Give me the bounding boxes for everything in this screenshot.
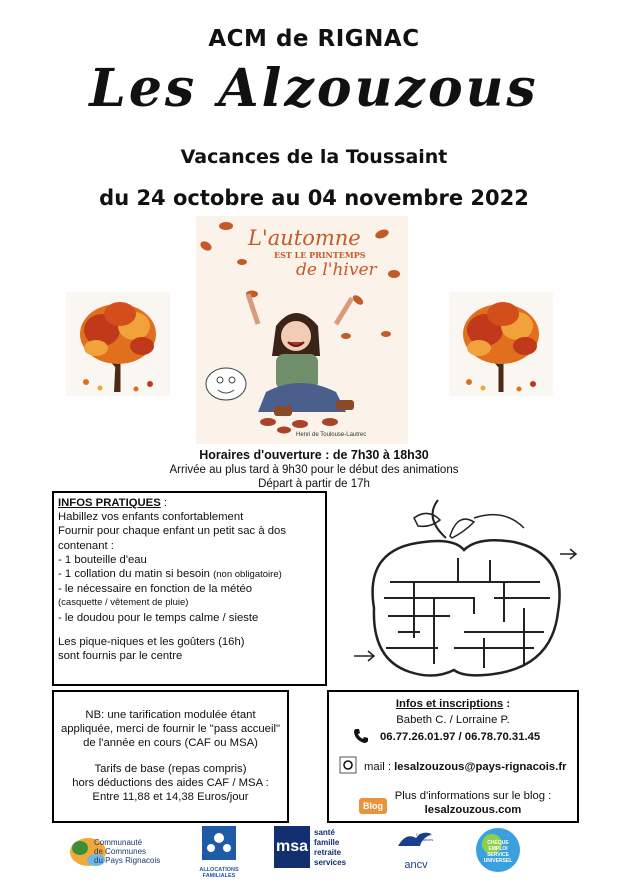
- community-logo-line: de Communes: [94, 847, 147, 856]
- email-icon: [339, 756, 357, 774]
- msa-logo-line: famille: [314, 838, 340, 847]
- autumn-tree-right-image: [449, 292, 553, 396]
- caf-logo-mark: [194, 826, 244, 862]
- organization-title: ACM de RIGNAC: [208, 26, 420, 52]
- pricing-note-line: de l'année en cours (CAF ou MSA): [83, 737, 258, 749]
- practical-info-box: [52, 491, 327, 686]
- contact-email: mail : lesalzouzous@pays-rignacois.fr: [364, 761, 567, 773]
- pricing-note-line: hors déductions des aides CAF / MSA :: [72, 777, 269, 789]
- caf-logo-label: ALLOCATIONS FAMILIALES: [199, 867, 239, 879]
- msa-logo-line: santé: [314, 828, 335, 837]
- ancv-logo: [392, 826, 440, 874]
- ancv-logo-small: Chèque-Vacances: [416, 832, 434, 842]
- info-list-item: - 1 bouteille d'eau: [58, 553, 147, 566]
- contact-names: Babeth C. / Lorraine P.: [396, 714, 510, 726]
- contact-box: [327, 690, 579, 823]
- cesu-logo: [474, 826, 522, 874]
- illustration-text-line3: de l'hiver: [296, 260, 377, 280]
- pricing-note-line: Tarifs de base (repas compris): [94, 763, 247, 775]
- ancv-logo-label: ancv: [404, 859, 428, 871]
- info-list-item: - 1 collation du matin si besoin (non obligatoire): [58, 568, 282, 581]
- msa-logo-line: services: [314, 858, 347, 867]
- opening-hours: [0, 448, 628, 490]
- illustration-credit: Henri de Toulouse-Lautrec: [296, 432, 367, 438]
- contact-heading: Infos et inscriptions :: [395, 698, 511, 710]
- community-logo-line: Communauté: [94, 838, 143, 847]
- info-footer-line: Les pique-niques et les goûters (16h): [58, 635, 245, 648]
- cesu-logo-line: SERVICE: [487, 852, 509, 858]
- info-list-note: (casquette / vêtement de pluie): [58, 597, 189, 609]
- msa-logo-line: retraite: [314, 848, 342, 857]
- subtitle: Vacances de la Toussaint: [180, 146, 448, 168]
- opening-hours-line: Horaires d'ouverture : de 7h30 à 18h30: [199, 448, 429, 462]
- info-list-item: - le doudou pour le temps calme / sieste: [58, 611, 259, 624]
- illustration-text-line2: EST LE PRINTEMPS: [274, 250, 366, 260]
- info-footer-line: sont fournis par le centre: [58, 650, 183, 663]
- autumn-tree-left-image: [66, 292, 170, 396]
- arrival-line: Arrivée au plus tard à 9h30 pour le début des animations: [169, 464, 459, 476]
- page-title: Les Alzouzous: [89, 58, 539, 119]
- info-list-item: - le nécessaire en fonction de la météo: [58, 583, 253, 596]
- community-logo: [66, 826, 164, 874]
- illustration-text-line1: L'automne: [248, 226, 361, 250]
- practical-info-heading: INFOS PRATIQUES :: [58, 497, 168, 509]
- blog-intro: Plus d'informations sur le blog :: [394, 790, 552, 802]
- blog-url[interactable]: lesalzouzous.com: [424, 804, 522, 816]
- pricing-note-box: [52, 690, 289, 823]
- pumpkin-maze-image: [354, 498, 580, 688]
- cesu-logo-line: EMPLOI: [488, 846, 508, 852]
- pricing-note-line: appliquée, merci de fournir le "pass accueil": [60, 723, 280, 735]
- community-logo-line: du Pays Rignacois: [94, 856, 161, 865]
- pricing-note-line: Entre 11,88 et 14,38 Euros/jour: [92, 791, 249, 803]
- caf-logo: [194, 826, 244, 879]
- msa-logo-mark: msa: [274, 826, 310, 868]
- cesu-logo-line: UNIVERSEL: [483, 858, 513, 864]
- autumn-girl-illustration: [196, 216, 408, 444]
- phone-icon: [353, 728, 369, 744]
- blog-icon: Blog: [359, 798, 387, 814]
- contact-phone-numbers: 06.77.26.01.97 / 06.78.70.31.45: [380, 731, 541, 743]
- departure-line: Départ à partir de 17h: [258, 478, 370, 490]
- pricing-note-line: NB: une tarification modulée étant: [85, 709, 256, 721]
- dates-title: du 24 octobre au 04 novembre 2022: [99, 186, 529, 210]
- cesu-logo-line: CHÈQUE: [487, 840, 509, 846]
- msa-logo: [274, 826, 352, 874]
- info-line: contenant :: [58, 539, 114, 552]
- info-line: Habillez vos enfants confortablement: [58, 511, 244, 524]
- info-line: Fournir pour chaque enfant un petit sac à dos: [58, 525, 286, 538]
